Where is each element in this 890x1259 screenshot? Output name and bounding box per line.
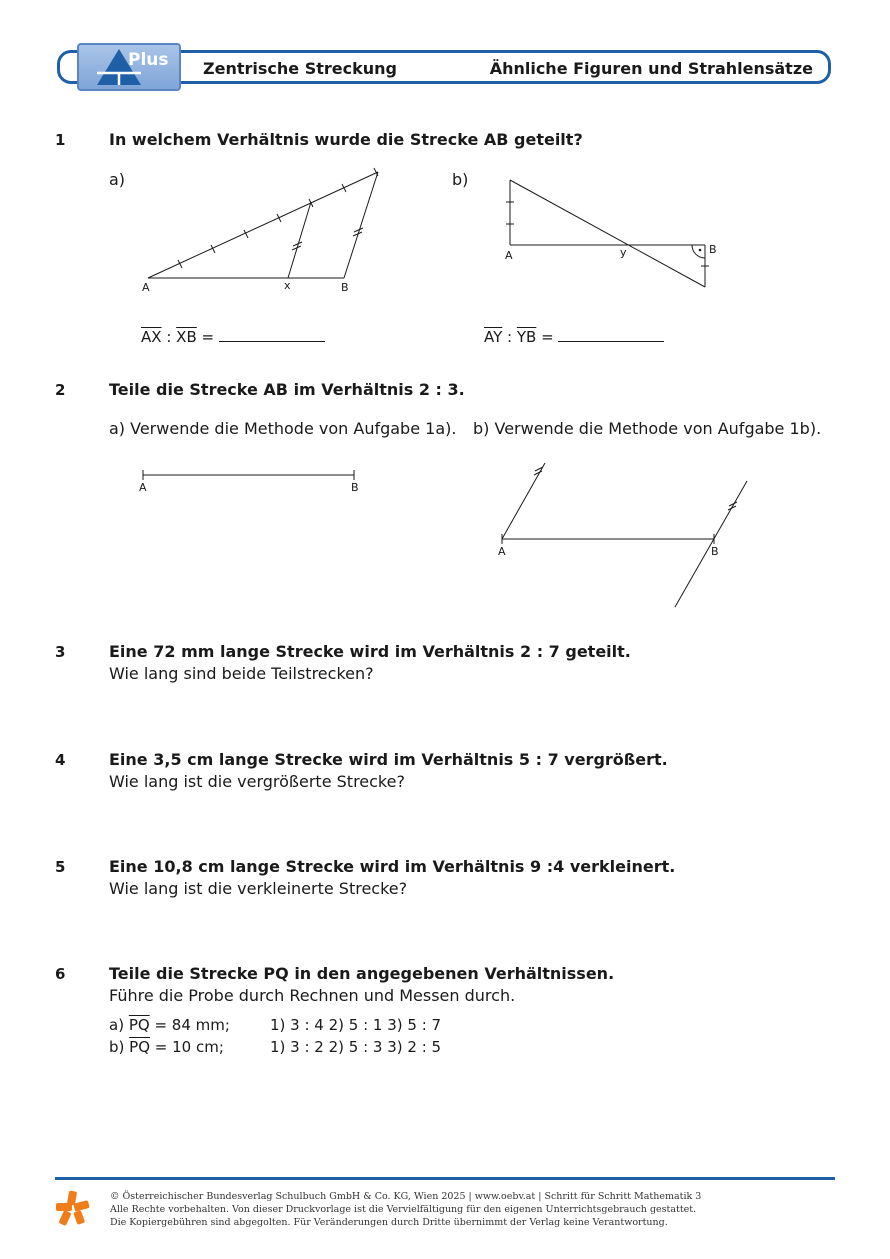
task-1b-answer-formula: $\overline{AY}$ : $\overline{YB}$ =	[484, 328, 664, 346]
task-5-subquestion: Wie lang ist die verkleinerte Strecke?	[109, 879, 408, 898]
task-6-question: Teile die Strecke PQ in den angegebenen Verhältnissen.	[109, 964, 615, 983]
header-chapter-title: Zentrische Streckung	[203, 59, 397, 78]
task-4-question: Eine 3,5 cm lange Strecke wird im Verhältnis 5 : 7 vergrößert.	[109, 750, 668, 769]
task-1a-point-a: A	[142, 281, 150, 294]
task-6a-row: a) $\overline{PQ} = 84$ mm;	[109, 1016, 230, 1034]
task-2a-text: a) Verwende die Methode von Aufgabe 1a).	[109, 419, 457, 438]
footer-disclaimer: Die Kopiergebühren sind abgegolten. Für Veränderungen durch Dritte übernimmt der Verlag keine Verantwortung.	[110, 1217, 668, 1228]
task-2b-point-a: A	[498, 545, 506, 558]
task-1a-answer-blank[interactable]	[219, 329, 325, 342]
header-section-title: Ähnliche Figuren und Strahlensätze	[489, 59, 813, 78]
task-1a-figure	[130, 160, 400, 300]
task-1a-point-b: B	[341, 281, 349, 294]
task-2a-segment	[138, 465, 363, 485]
task-3-question: Eine 72 mm lange Strecke wird im Verhältnis 2 : 7 geteilt.	[109, 642, 631, 661]
task-2a-point-b: B	[351, 481, 359, 494]
task-6a-ratios: 1) 3 : 4 2) 5 : 1 3) 5 : 7	[270, 1016, 442, 1034]
task-1-question: In welchem Verhältnis wurde die Strecke AB geteilt?	[109, 130, 583, 149]
task-6-subquestion: Führe die Probe durch Rechnen und Messen durch.	[109, 986, 516, 1005]
task-1a-label: a)	[109, 170, 126, 189]
footer-copyright: © Österreichischer Bundesverlag Schulbuch GmbH & Co. KG, Wien 2025 | www.oebv.at | Schritt für Schritt Mathematik 3	[110, 1191, 702, 1202]
task-1-number: 1	[55, 131, 66, 149]
task-6b-ratios: 1) 3 : 2 2) 5 : 3 3) 2 : 5	[270, 1038, 442, 1056]
task-2b-figure	[495, 455, 755, 615]
segment-ay: $\overline{AY}$	[484, 328, 503, 346]
task-4-number: 4	[55, 751, 66, 769]
task-1a-answer-formula: $\overline{AX}$ : $\overline{XB}$ =	[141, 328, 325, 346]
publisher-logo-icon	[55, 1190, 91, 1226]
segment-pq: $\overline{PQ}$	[128, 1016, 150, 1034]
task-1b-point-y: y	[620, 246, 627, 259]
task-1b-figure	[500, 170, 730, 300]
segment-pq: $\overline{PQ}$	[129, 1038, 151, 1056]
task-6-number: 6	[55, 965, 66, 983]
task-2b-text: b) Verwende die Methode von Aufgabe 1b).	[473, 419, 822, 438]
task-2-question: Teile die Strecke AB im Verhältnis 2 : 3.	[109, 380, 465, 399]
task-2a-point-a: A	[139, 481, 147, 494]
task-5-number: 5	[55, 858, 66, 876]
footer-divider	[55, 1177, 835, 1180]
task-2-number: 2	[55, 381, 66, 399]
task-1b-point-a: A	[505, 249, 513, 262]
segment-xb: $\overline{XB}$	[176, 328, 197, 346]
task-6b-row: b) $\overline{PQ} = 10$ cm;	[109, 1038, 224, 1056]
task-1b-label: b)	[452, 170, 469, 189]
task-1b-point-b: B	[709, 243, 717, 256]
task-1b-answer-blank[interactable]	[558, 329, 664, 342]
task-1a-point-x: x	[284, 279, 291, 292]
segment-ax: $\overline{AX}$	[141, 328, 162, 346]
task-3-subquestion: Wie lang sind beide Teilstrecken?	[109, 664, 374, 683]
task-4-subquestion: Wie lang ist die vergrößerte Strecke?	[109, 772, 405, 791]
task-2b-point-b: B	[711, 545, 719, 558]
segment-yb: $\overline{YB}$	[516, 328, 537, 346]
task-5-question: Eine 10,8 cm lange Strecke wird im Verhältnis 9 :4 verkleinert.	[109, 857, 676, 876]
plus-badge-label: Plus	[128, 50, 169, 70]
footer-rights: Alle Rechte vorbehalten. Von dieser Druckvorlage ist die Vervielfältigung für den eigenen Unterrichtsgebrauch gestattet.	[110, 1204, 697, 1215]
task-3-number: 3	[55, 643, 66, 661]
